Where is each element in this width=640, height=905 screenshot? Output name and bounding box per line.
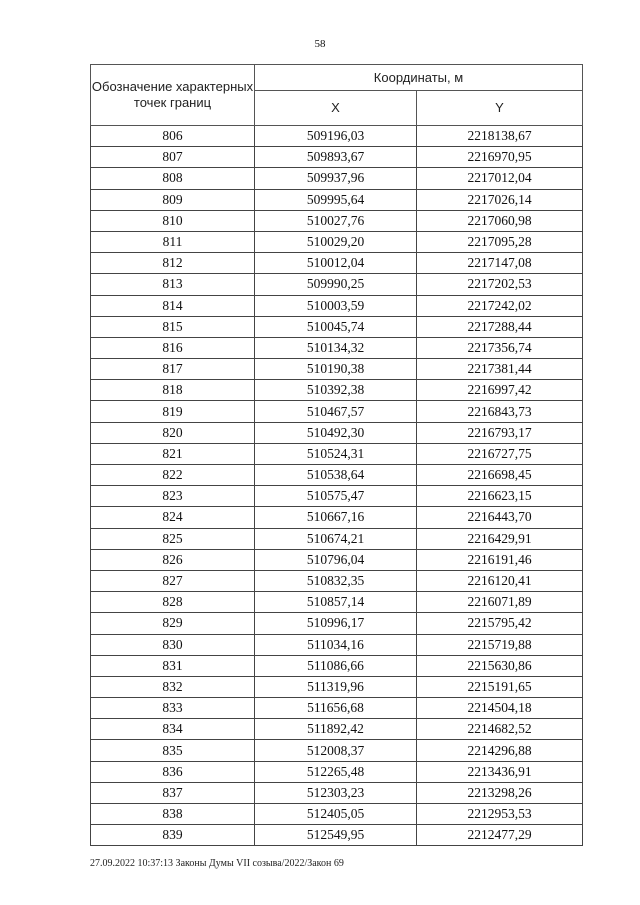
table-row (91, 804, 583, 825)
x-cell: 510467,57 (255, 401, 417, 422)
x-cell: 510538,64 (255, 465, 417, 486)
table-row (91, 359, 583, 380)
y-cell: 2213436,91 (417, 761, 583, 782)
x-cell: 510190,38 (255, 359, 417, 380)
table-row (91, 210, 583, 231)
header-coordinates: Координаты, м (255, 65, 583, 91)
y-cell: 2212953,53 (417, 804, 583, 825)
table-row (91, 337, 583, 358)
point-cell: 838 (91, 804, 255, 825)
x-cell: 510996,17 (255, 613, 417, 634)
y-cell: 2217381,44 (417, 359, 583, 380)
y-cell: 2214682,52 (417, 719, 583, 740)
point-cell: 820 (91, 422, 255, 443)
y-cell: 2215191,65 (417, 676, 583, 697)
point-cell: 834 (91, 719, 255, 740)
y-cell: 2216970,95 (417, 147, 583, 168)
x-cell: 510003,59 (255, 295, 417, 316)
point-cell: 814 (91, 295, 255, 316)
table-row (91, 274, 583, 295)
table-row (91, 168, 583, 189)
coordinates-table (90, 64, 583, 846)
point-cell: 823 (91, 486, 255, 507)
y-cell: 2216843,73 (417, 401, 583, 422)
x-cell: 510392,38 (255, 380, 417, 401)
table-row (91, 126, 583, 147)
y-cell: 2212477,29 (417, 825, 583, 846)
y-cell: 2215795,42 (417, 613, 583, 634)
table-row (91, 719, 583, 740)
y-cell: 2216443,70 (417, 507, 583, 528)
table-row (91, 698, 583, 719)
header-x: X (255, 91, 417, 126)
y-cell: 2217095,28 (417, 231, 583, 252)
page-number: 58 (314, 38, 326, 50)
table-header (91, 65, 583, 126)
table-row (91, 782, 583, 803)
point-cell: 812 (91, 253, 255, 274)
x-cell: 510667,16 (255, 507, 417, 528)
x-cell: 510575,47 (255, 486, 417, 507)
point-cell: 833 (91, 698, 255, 719)
y-cell: 2216429,91 (417, 528, 583, 549)
table-row (91, 740, 583, 761)
table-row (91, 295, 583, 316)
y-cell: 2216071,89 (417, 592, 583, 613)
point-cell: 836 (91, 761, 255, 782)
table-row (91, 189, 583, 210)
y-cell: 2215719,88 (417, 634, 583, 655)
table-row (91, 316, 583, 337)
point-cell: 828 (91, 592, 255, 613)
y-cell: 2217012,04 (417, 168, 583, 189)
x-cell: 510524,31 (255, 443, 417, 464)
table-row (91, 231, 583, 252)
x-cell: 510045,74 (255, 316, 417, 337)
x-cell: 510012,04 (255, 253, 417, 274)
point-cell: 835 (91, 740, 255, 761)
x-cell: 510027,76 (255, 210, 417, 231)
table-row (91, 465, 583, 486)
table-row (91, 443, 583, 464)
table-row (91, 549, 583, 570)
header-y: Y (417, 91, 583, 126)
x-cell: 509893,67 (255, 147, 417, 168)
y-cell: 2217242,02 (417, 295, 583, 316)
y-cell: 2217026,14 (417, 189, 583, 210)
table-row (91, 528, 583, 549)
table-row (91, 380, 583, 401)
table-row (91, 570, 583, 591)
point-cell: 813 (91, 274, 255, 295)
point-cell: 830 (91, 634, 255, 655)
y-cell: 2216997,42 (417, 380, 583, 401)
x-cell: 511086,66 (255, 655, 417, 676)
point-cell: 818 (91, 380, 255, 401)
x-cell: 509196,03 (255, 126, 417, 147)
point-cell: 822 (91, 465, 255, 486)
y-cell: 2214296,88 (417, 740, 583, 761)
table-row (91, 676, 583, 697)
x-cell: 512549,95 (255, 825, 417, 846)
table-row (91, 253, 583, 274)
point-cell: 837 (91, 782, 255, 803)
x-cell: 512303,23 (255, 782, 417, 803)
point-cell: 811 (91, 231, 255, 252)
x-cell: 510134,32 (255, 337, 417, 358)
x-cell: 510832,35 (255, 570, 417, 591)
table-row (91, 825, 583, 846)
footer-stamp: 27.09.2022 10:37:13 Законы Думы VII созыва/2022/Закон 69 (90, 858, 344, 869)
x-cell: 512265,48 (255, 761, 417, 782)
point-cell: 816 (91, 337, 255, 358)
x-cell: 511319,96 (255, 676, 417, 697)
y-cell: 2215630,86 (417, 655, 583, 676)
y-cell: 2217202,53 (417, 274, 583, 295)
x-cell: 511656,68 (255, 698, 417, 719)
point-cell: 832 (91, 676, 255, 697)
table-row (91, 422, 583, 443)
y-cell: 2216793,17 (417, 422, 583, 443)
point-cell: 831 (91, 655, 255, 676)
table-row (91, 486, 583, 507)
point-cell: 821 (91, 443, 255, 464)
x-cell: 510492,30 (255, 422, 417, 443)
y-cell: 2216623,15 (417, 486, 583, 507)
point-cell: 819 (91, 401, 255, 422)
point-cell: 807 (91, 147, 255, 168)
x-cell: 509990,25 (255, 274, 417, 295)
table-row (91, 655, 583, 676)
point-cell: 839 (91, 825, 255, 846)
x-cell: 510857,14 (255, 592, 417, 613)
table-row (91, 634, 583, 655)
y-cell: 2218138,67 (417, 126, 583, 147)
header-point-label: Обозначение характерных точек границ (91, 65, 255, 126)
point-cell: 825 (91, 528, 255, 549)
y-cell: 2216727,75 (417, 443, 583, 464)
x-cell: 510674,21 (255, 528, 417, 549)
table-row (91, 401, 583, 422)
table-body (91, 126, 583, 846)
y-cell: 2216191,46 (417, 549, 583, 570)
y-cell: 2217147,08 (417, 253, 583, 274)
point-cell: 810 (91, 210, 255, 231)
point-cell: 829 (91, 613, 255, 634)
point-cell: 808 (91, 168, 255, 189)
x-cell: 512405,05 (255, 804, 417, 825)
table-row (91, 761, 583, 782)
point-cell: 809 (91, 189, 255, 210)
point-cell: 826 (91, 549, 255, 570)
y-cell: 2216698,45 (417, 465, 583, 486)
x-cell: 510796,04 (255, 549, 417, 570)
x-cell: 511034,16 (255, 634, 417, 655)
point-cell: 815 (91, 316, 255, 337)
point-cell: 824 (91, 507, 255, 528)
table-row (91, 507, 583, 528)
x-cell: 511892,42 (255, 719, 417, 740)
y-cell: 2214504,18 (417, 698, 583, 719)
y-cell: 2213298,26 (417, 782, 583, 803)
table-row (91, 613, 583, 634)
y-cell: 2217288,44 (417, 316, 583, 337)
x-cell: 510029,20 (255, 231, 417, 252)
table-row (91, 147, 583, 168)
x-cell: 509995,64 (255, 189, 417, 210)
point-cell: 827 (91, 570, 255, 591)
y-cell: 2216120,41 (417, 570, 583, 591)
x-cell: 509937,96 (255, 168, 417, 189)
x-cell: 512008,37 (255, 740, 417, 761)
y-cell: 2217060,98 (417, 210, 583, 231)
point-cell: 806 (91, 126, 255, 147)
table-row (91, 592, 583, 613)
y-cell: 2217356,74 (417, 337, 583, 358)
point-cell: 817 (91, 359, 255, 380)
